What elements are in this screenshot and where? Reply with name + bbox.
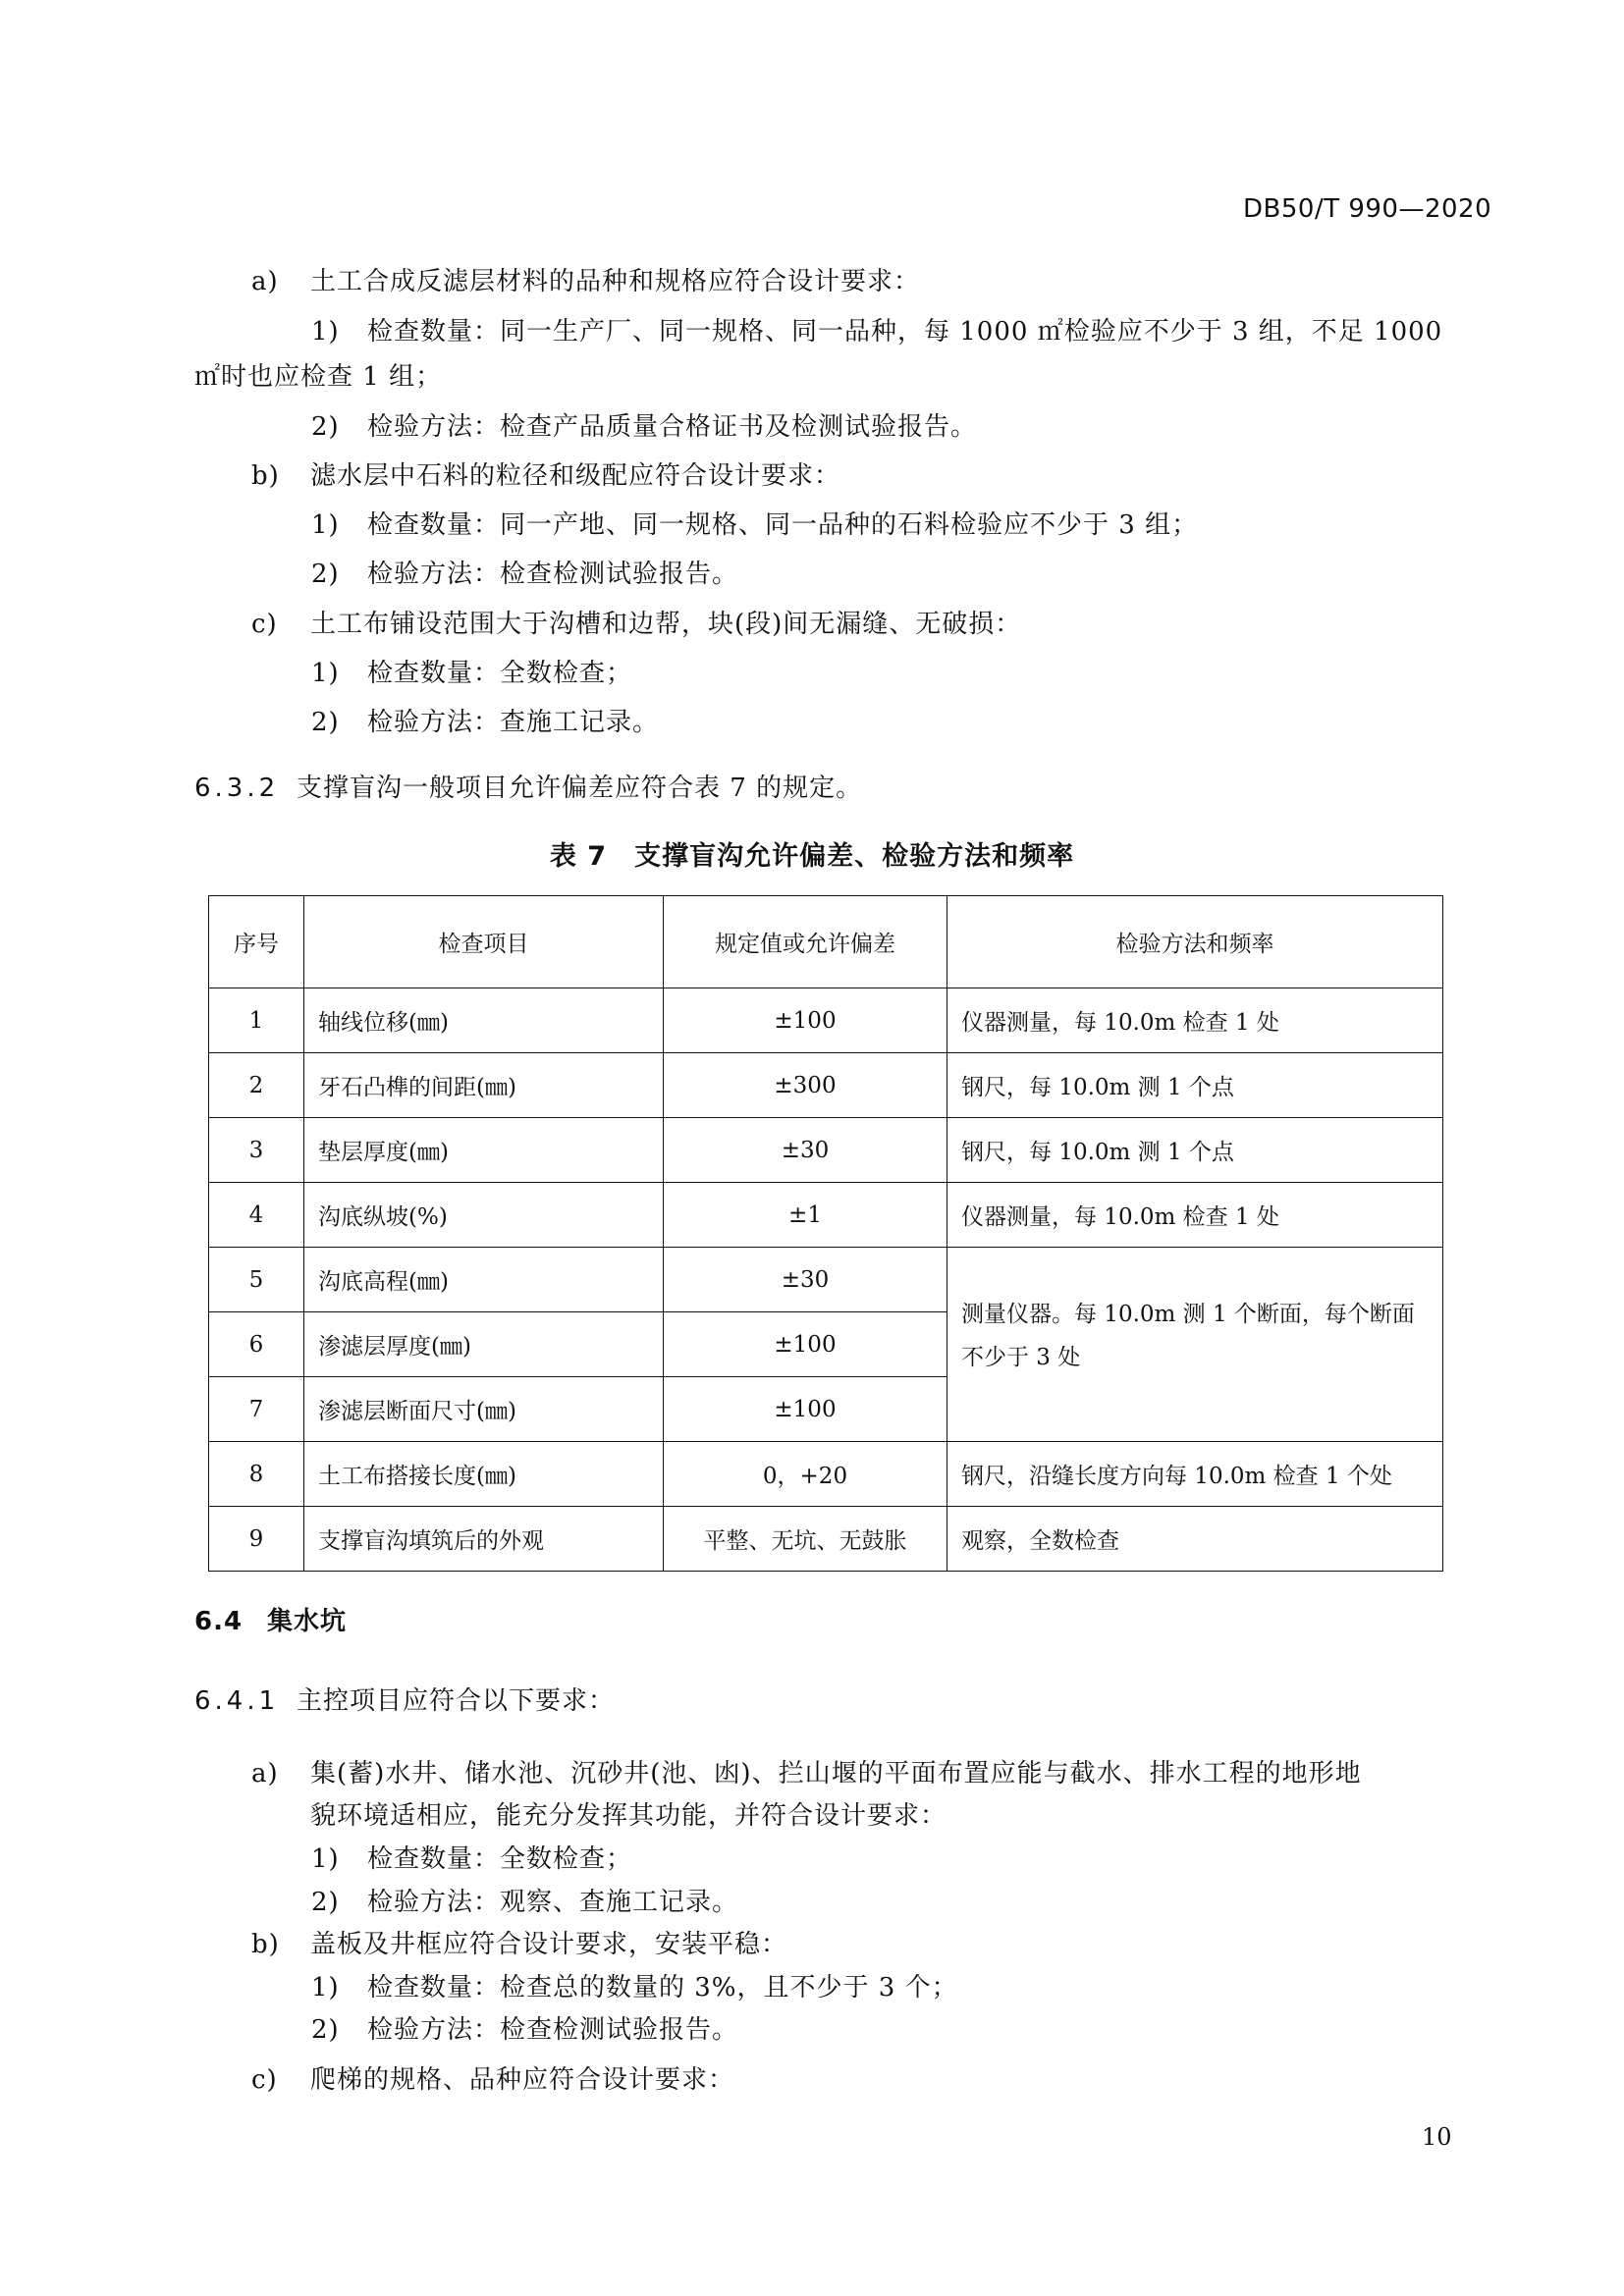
list-text: 集(蓄)水井、储水池、沉砂井(池、凼)、拦山堰的平面布置应能与截水、排水工程的地形地 — [310, 1759, 1362, 1789]
table-row — [209, 1183, 1443, 1248]
cell-value: 0，+20 — [664, 1442, 947, 1507]
table-row — [209, 1118, 1443, 1183]
cell-no: 6 — [209, 1312, 304, 1377]
list-item-a1-continuation: ㎡时也应检查 1 组； — [194, 362, 443, 392]
list-text: 检验方法：检查检测试验报告。 — [367, 2015, 739, 2045]
list-marker: 2) — [311, 412, 340, 442]
header-cell-method: 检验方法和频率 — [947, 896, 1443, 988]
list-marker: 2) — [311, 1888, 340, 1917]
list-text: 检验方法：检查产品质量合格证书及检测试验报告。 — [367, 412, 978, 442]
clause-6-3-2 — [194, 772, 863, 805]
list-marker: 2) — [311, 560, 340, 589]
list-text: 检验方法：检查检测试验报告。 — [367, 560, 739, 589]
section-heading-6-4 — [194, 1605, 348, 1638]
cell-item: 垫层厚度(㎜) — [304, 1118, 664, 1183]
table-row — [209, 1053, 1443, 1118]
clause-text: 主控项目应符合以下要求： — [297, 1686, 616, 1716]
cell-no: 4 — [209, 1183, 304, 1248]
cell-method: 钢尺，每 10.0m 测 1 个点 — [947, 1118, 1443, 1183]
list-item-a-continuation: 貌环境适相应，能充分发挥其功能，并符合设计要求： — [310, 1801, 947, 1831]
cell-value: 平整、无坑、无鼓胀 — [664, 1507, 947, 1572]
list-marker: 1) — [311, 317, 340, 347]
list-item-a1 — [311, 315, 1443, 348]
header-cell-no: 序号 — [209, 896, 304, 988]
table-7 — [208, 895, 1443, 1572]
cell-value: ±1 — [664, 1183, 947, 1248]
cell-no: 5 — [209, 1248, 304, 1312]
cell-value: ±100 — [664, 1377, 947, 1442]
cell-method: 观察，全数检查 — [947, 1507, 1443, 1572]
cell-item: 轴线位移(㎜) — [304, 988, 664, 1053]
cell-item: 渗滤层厚度(㎜) — [304, 1312, 664, 1377]
list-marker: a) — [251, 1759, 279, 1789]
list-text: 爬梯的规格、品种应符合设计要求： — [310, 2065, 735, 2095]
cell-value: ±30 — [664, 1118, 947, 1183]
cell-item: 土工布搭接长度(㎜) — [304, 1442, 664, 1507]
cell-value: ±30 — [664, 1248, 947, 1312]
cell-item: 沟底高程(㎜) — [304, 1248, 664, 1312]
cell-method: 仪器测量，每 10.0m 检查 1 处 — [947, 988, 1443, 1053]
list-marker: 1) — [311, 1973, 340, 2002]
list-item-b2 — [311, 2013, 739, 2047]
list-item-a2 — [311, 410, 978, 444]
list-item-b — [251, 1928, 788, 1961]
list-text: 土工合成反滤层材料的品种和规格应符合设计要求： — [310, 267, 921, 296]
document-code: DB50/T 990—2020 — [1243, 194, 1492, 224]
list-item-c1 — [311, 657, 633, 690]
list-marker: 1) — [311, 659, 340, 688]
cell-method: 钢尺，每 10.0m 测 1 个点 — [947, 1053, 1443, 1118]
list-item-a1 — [311, 1842, 633, 1876]
cell-item: 沟底纵坡(%) — [304, 1183, 664, 1248]
list-item-b1 — [311, 508, 1199, 542]
cell-item: 渗滤层断面尺寸(㎜) — [304, 1377, 664, 1442]
list-marker: 2) — [311, 708, 340, 737]
cell-method-merged: 测量仪器。每 10.0m 测 1 个断面，每个断面不少于 3 处 — [947, 1248, 1443, 1442]
list-marker: c) — [251, 2065, 278, 2095]
list-marker: b) — [251, 461, 280, 491]
section-number: 6.4 — [194, 1607, 244, 1636]
table-row — [209, 988, 1443, 1053]
list-item-c — [251, 2063, 735, 2097]
list-text: 检查数量：全数检查； — [367, 1844, 633, 1874]
list-text: 检验方法：查施工记录。 — [367, 708, 660, 737]
header-cell-value: 规定值或允许偏差 — [664, 896, 947, 988]
cell-value: ±100 — [664, 1312, 947, 1377]
list-text: 检验方法：观察、查施工记录。 — [367, 1888, 739, 1917]
list-text: 检查数量：同一生产厂、同一规格、同一品种，每 1000 ㎡检验应不少于 3 组，不足 1000 — [367, 317, 1443, 347]
clause-number: 6.4.1 — [194, 1686, 280, 1716]
list-text: 土工布铺设范围大于沟槽和边帮，块(段)间无漏缝、无破损： — [310, 610, 1022, 639]
list-item-a — [251, 265, 921, 298]
table-row — [209, 1248, 1443, 1312]
list-marker: b) — [251, 1930, 280, 1959]
cell-no: 7 — [209, 1377, 304, 1442]
table-header-row — [209, 896, 1443, 988]
section-title: 集水坑 — [267, 1607, 348, 1636]
header-cell-item: 检查项目 — [304, 896, 664, 988]
list-marker: 1) — [311, 1844, 340, 1874]
cell-no: 1 — [209, 988, 304, 1053]
table-row — [209, 1442, 1443, 1507]
cell-no: 3 — [209, 1118, 304, 1183]
list-marker: a) — [251, 267, 279, 296]
list-item-a2 — [311, 1886, 739, 1919]
list-item-b2 — [311, 558, 739, 591]
list-item-a — [251, 1757, 1362, 1790]
table-row — [209, 1507, 1443, 1572]
cell-value: ±100 — [664, 988, 947, 1053]
list-marker: 1) — [311, 510, 340, 540]
table-caption: 表 7 支撑盲沟允许偏差、检验方法和频率 — [549, 841, 1075, 872]
cell-item: 牙石凸榫的间距(㎜) — [304, 1053, 664, 1118]
cell-method: 仪器测量，每 10.0m 检查 1 处 — [947, 1183, 1443, 1248]
list-marker: 2) — [311, 2015, 340, 2045]
list-item-b1 — [311, 1971, 958, 2004]
cell-value: ±300 — [664, 1053, 947, 1118]
cell-item: 支撑盲沟填筑后的外观 — [304, 1507, 664, 1572]
clause-text: 支撑盲沟一般项目允许偏差应符合表 7 的规定。 — [297, 774, 863, 803]
list-text: 盖板及井框应符合设计要求，安装平稳： — [310, 1930, 788, 1959]
page-number: 10 — [1422, 2123, 1452, 2151]
cell-no: 8 — [209, 1442, 304, 1507]
list-marker: c) — [251, 610, 278, 639]
cell-no: 9 — [209, 1507, 304, 1572]
list-item-c — [251, 608, 1022, 641]
cell-method: 钢尺，沿缝长度方向每 10.0m 检查 1 个处 — [947, 1442, 1443, 1507]
list-text: 检查数量：检查总的数量的 3%，且不少于 3 个； — [367, 1973, 958, 2002]
list-item-b — [251, 459, 841, 493]
cell-no: 2 — [209, 1053, 304, 1118]
clause-number: 6.3.2 — [194, 774, 280, 803]
list-text: 滤水层中石料的粒径和级配应符合设计要求： — [310, 461, 841, 491]
list-item-c2 — [311, 706, 660, 739]
list-text: 检查数量：同一产地、同一规格、同一品种的石料检验应不少于 3 组； — [367, 510, 1199, 540]
list-text: 检查数量：全数检查； — [367, 659, 633, 688]
clause-6-4-1 — [194, 1684, 616, 1718]
